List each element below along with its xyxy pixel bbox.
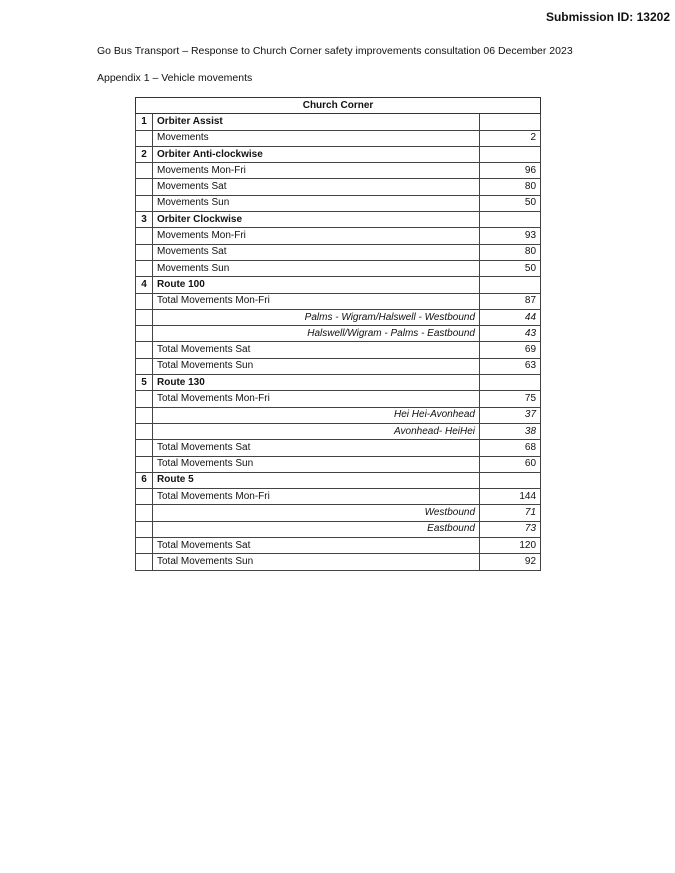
empty-number-cell: [136, 456, 153, 472]
group-number: 3: [136, 212, 153, 228]
movement-value: 80: [480, 244, 541, 260]
movement-value: 87: [480, 293, 541, 309]
empty-number-cell: [136, 358, 153, 374]
movement-value: 2: [480, 130, 541, 146]
movement-label: Total Movements Sun: [153, 456, 480, 472]
group-number: 4: [136, 277, 153, 293]
table-row: [136, 554, 541, 570]
appendix-heading: Appendix 1 – Vehicle movements: [97, 72, 253, 84]
empty-number-cell: [136, 538, 153, 554]
table-row: [136, 326, 541, 342]
direction-label: Eastbound: [153, 521, 480, 537]
empty-number-cell: [136, 326, 153, 342]
empty-number-cell: [136, 342, 153, 358]
direction-label: Palms - Wigram/Halswell - Westbound: [153, 309, 480, 325]
empty-number-cell: [136, 489, 153, 505]
table-row: [136, 244, 541, 260]
direction-label: Hei Hei-Avonhead: [153, 407, 480, 423]
direction-label: Halswell/Wigram - Palms - Eastbound: [153, 326, 480, 342]
movement-label: Movements: [153, 130, 480, 146]
movement-value: 68: [480, 440, 541, 456]
movement-value: 92: [480, 554, 541, 570]
table-row: [136, 391, 541, 407]
group-name: Route 5: [153, 472, 480, 488]
movement-value: 96: [480, 163, 541, 179]
group-name: Route 130: [153, 375, 480, 391]
group-header-row: [136, 472, 541, 488]
movement-label: Total Movements Sat: [153, 538, 480, 554]
empty-number-cell: [136, 407, 153, 423]
group-name: Orbiter Clockwise: [153, 212, 480, 228]
movement-label: Total Movements Sat: [153, 342, 480, 358]
group-number: 1: [136, 114, 153, 130]
movement-label: Movements Mon-Fri: [153, 163, 480, 179]
empty-number-cell: [136, 260, 153, 276]
table-row: [136, 538, 541, 554]
group-header-row: [136, 277, 541, 293]
direction-value: 44: [480, 309, 541, 325]
table-row: [136, 489, 541, 505]
table-row: [136, 456, 541, 472]
empty-number-cell: [136, 505, 153, 521]
table-row: [136, 293, 541, 309]
movement-label: Movements Sat: [153, 244, 480, 260]
vehicle-movements-table: [135, 97, 541, 571]
movement-value: 50: [480, 260, 541, 276]
empty-number-cell: [136, 244, 153, 260]
table-row: [136, 309, 541, 325]
movement-label: Movements Mon-Fri: [153, 228, 480, 244]
movement-label: Total Movements Sat: [153, 440, 480, 456]
direction-value: 43: [480, 326, 541, 342]
direction-label: Westbound: [153, 505, 480, 521]
table-row: [136, 195, 541, 211]
submission-id: Submission ID: 13202: [545, 10, 670, 24]
table-row: [136, 521, 541, 537]
group-name: Orbiter Assist: [153, 114, 480, 130]
table-heading: Church Corner: [136, 98, 541, 114]
group-number: 2: [136, 146, 153, 162]
table-row: [136, 407, 541, 423]
empty-number-cell: [136, 179, 153, 195]
group-number: 5: [136, 375, 153, 391]
direction-value: 73: [480, 521, 541, 537]
table-row: [136, 130, 541, 146]
movement-value: 60: [480, 456, 541, 472]
empty-value-cell: [480, 277, 541, 293]
movement-value: 63: [480, 358, 541, 374]
movement-label: Movements Sat: [153, 179, 480, 195]
empty-number-cell: [136, 391, 153, 407]
table-row: [136, 358, 541, 374]
movement-value: 93: [480, 228, 541, 244]
movement-value: 69: [480, 342, 541, 358]
empty-number-cell: [136, 309, 153, 325]
movement-label: Movements Sun: [153, 195, 480, 211]
empty-number-cell: [136, 163, 153, 179]
empty-number-cell: [136, 521, 153, 537]
table-body: [136, 114, 541, 570]
table-row: [136, 342, 541, 358]
direction-value: 38: [480, 423, 541, 439]
empty-value-cell: [480, 212, 541, 228]
group-header-row: [136, 146, 541, 162]
direction-value: 71: [480, 505, 541, 521]
group-header-row: [136, 375, 541, 391]
movement-value: 75: [480, 391, 541, 407]
table-row: [136, 179, 541, 195]
direction-label: Avonhead- HeiHei: [153, 423, 480, 439]
table-row: [136, 163, 541, 179]
table-row: [136, 505, 541, 521]
group-name: Route 100: [153, 277, 480, 293]
empty-number-cell: [136, 195, 153, 211]
movement-value: 120: [480, 538, 541, 554]
table-row: [136, 440, 541, 456]
empty-value-cell: [480, 472, 541, 488]
empty-value-cell: [480, 114, 541, 130]
movement-label: Total Movements Sun: [153, 554, 480, 570]
empty-number-cell: [136, 440, 153, 456]
movement-label: Total Movements Sun: [153, 358, 480, 374]
table-row: [136, 260, 541, 276]
movement-value: 144: [480, 489, 541, 505]
empty-value-cell: [480, 375, 541, 391]
group-header-row: [136, 212, 541, 228]
empty-number-cell: [136, 423, 153, 439]
movement-label: Total Movements Mon-Fri: [153, 391, 480, 407]
group-header-row: [136, 114, 541, 130]
table-row: [136, 423, 541, 439]
empty-number-cell: [136, 228, 153, 244]
movement-value: 80: [480, 179, 541, 195]
direction-value: 37: [480, 407, 541, 423]
movement-label: Total Movements Mon-Fri: [153, 293, 480, 309]
table-row: [136, 228, 541, 244]
empty-number-cell: [136, 130, 153, 146]
empty-value-cell: [480, 146, 541, 162]
group-name: Orbiter Anti-clockwise: [153, 146, 480, 162]
movement-label: Movements Sun: [153, 260, 480, 276]
document-title: Go Bus Transport – Response to Church Corner safety improvements consultation 06 December 2023: [97, 45, 573, 57]
empty-number-cell: [136, 293, 153, 309]
group-number: 6: [136, 472, 153, 488]
movement-value: 50: [480, 195, 541, 211]
empty-number-cell: [136, 554, 153, 570]
movement-label: Total Movements Mon-Fri: [153, 489, 480, 505]
